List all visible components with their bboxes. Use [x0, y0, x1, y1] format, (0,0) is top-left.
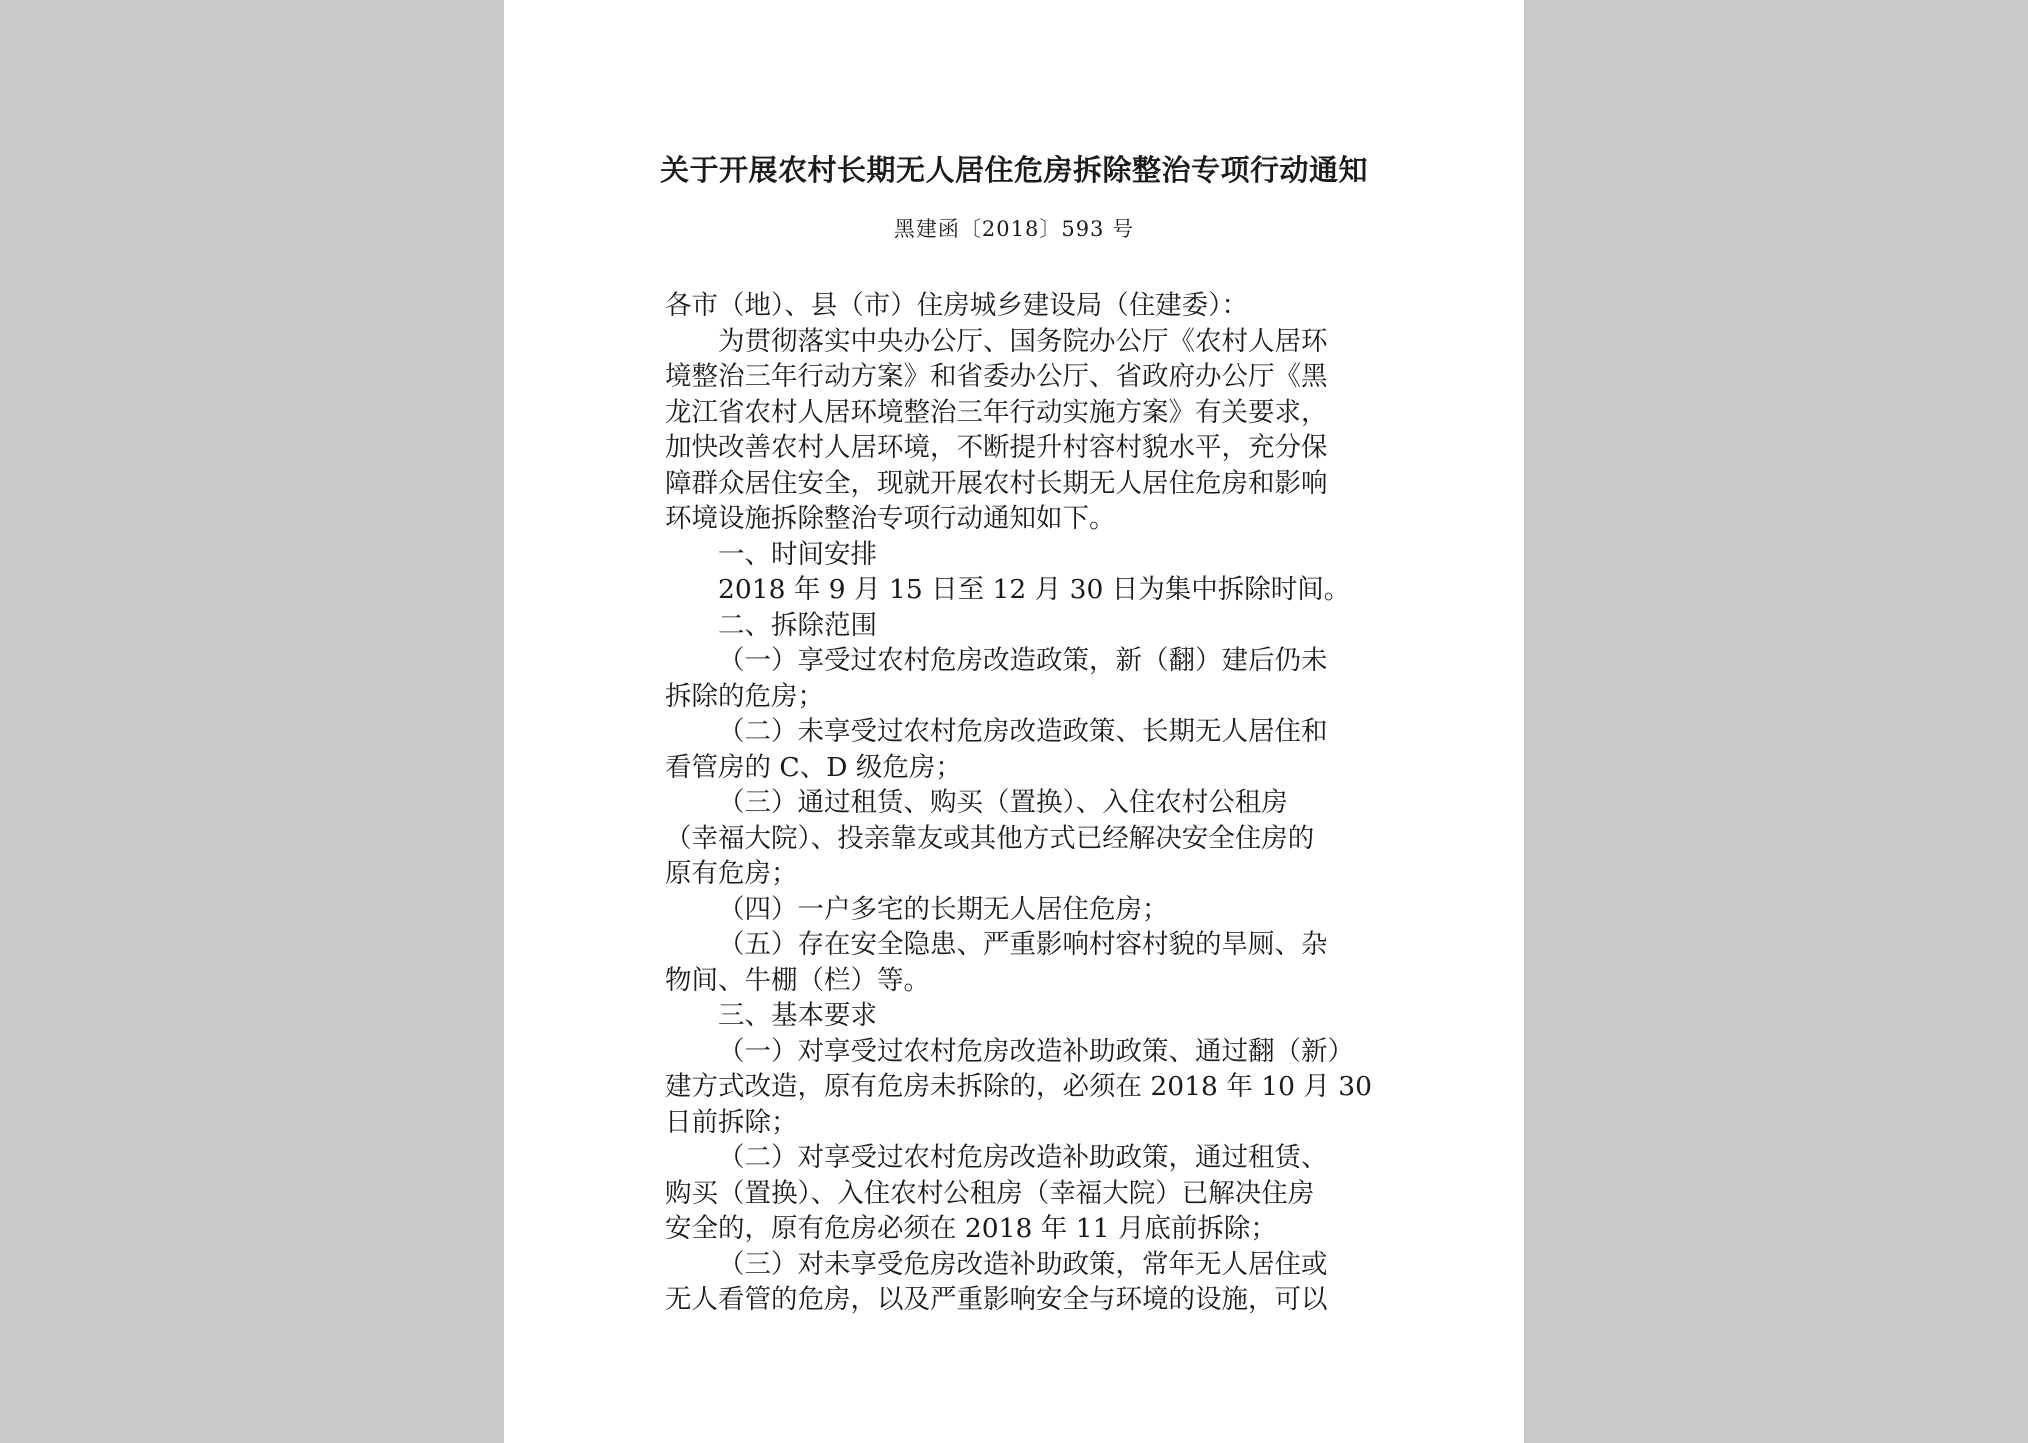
body-line: （二）未享受过农村危房改造政策、长期无人居住和	[718, 716, 1328, 747]
body-line: 看管房的 C、D 级危房；	[665, 751, 962, 783]
document-body	[665, 288, 1372, 1318]
body-line: （二）对享受过农村危房改造补助政策，通过租赁、	[718, 1142, 1328, 1173]
body-line: 物间、牛棚（栏）等。	[665, 964, 930, 996]
body-line: （四）一户多宅的长期无人居住危房；	[718, 893, 1169, 925]
body-line: 龙江省农村人居环境整治三年行动实施方案》有关要求，	[665, 396, 1328, 428]
body-line: 为贯彻落实中央办公厅、国务院办公厅《农村人居环	[718, 325, 1328, 357]
body-line: 原有危房；	[665, 858, 798, 889]
body-line: 2018 年 9 月 15 日至 12 月 30 日为集中拆除时间。	[718, 574, 1351, 605]
body-line: 各市（地）、县（市）住房城乡建设局（住建委）：	[665, 290, 1248, 321]
body-line: 建方式改造，原有危房未拆除的，必须在 2018 年 10 月 30	[665, 1071, 1372, 1102]
body-line: 环境设施拆除整治专项行动通知如下。	[665, 503, 1116, 534]
body-line: 加快改善农村人居环境，不断提升村容村貌水平，充分保	[665, 432, 1328, 463]
document-title: 关于开展农村长期无人居住危房拆除整治专项行动通知	[659, 153, 1368, 187]
body-line: 拆除的危房；	[665, 680, 824, 712]
body-line: 障群众居住安全，现就开展农村长期无人居住危房和影响	[665, 467, 1328, 499]
body-line: 日前拆除；	[665, 1106, 798, 1138]
body-line: 二、拆除范围	[718, 609, 877, 641]
body-line: （一）享受过农村危房改造政策，新（翻）建后仍未	[718, 645, 1328, 676]
body-line: 境整治三年行动方案》和省委办公厅、省政府办公厅《黑	[665, 361, 1328, 392]
body-line: 安全的，原有危房必须在 2018 年 11 月底前拆除；	[665, 1213, 1277, 1244]
body-line: （一）对享受过农村危房改造补助政策、通过翻（新）	[718, 1035, 1354, 1067]
body-line: 一、时间安排	[718, 538, 877, 570]
body-line: （三）通过租赁、购买（置换）、入住农村公租房	[718, 787, 1288, 818]
body-line: （五）存在安全隐患、严重影响村容村貌的旱厕、杂	[718, 929, 1328, 960]
body-line: （幸福大院）、投亲靠友或其他方式已经解决安全住房的	[665, 822, 1315, 854]
body-line: 购买（置换）、入住农村公租房（幸福大院）已解决住房	[665, 1177, 1315, 1209]
body-line: （三）对未享受危房改造补助政策，常年无人居住或	[718, 1248, 1328, 1280]
body-line: 无人看管的危房，以及严重影响安全与环境的设施，可以	[665, 1284, 1328, 1315]
document-page	[504, 0, 1524, 1443]
document-number: 黑建函〔2018〕593 号	[893, 217, 1135, 241]
body-line: 三、基本要求	[718, 1000, 877, 1031]
